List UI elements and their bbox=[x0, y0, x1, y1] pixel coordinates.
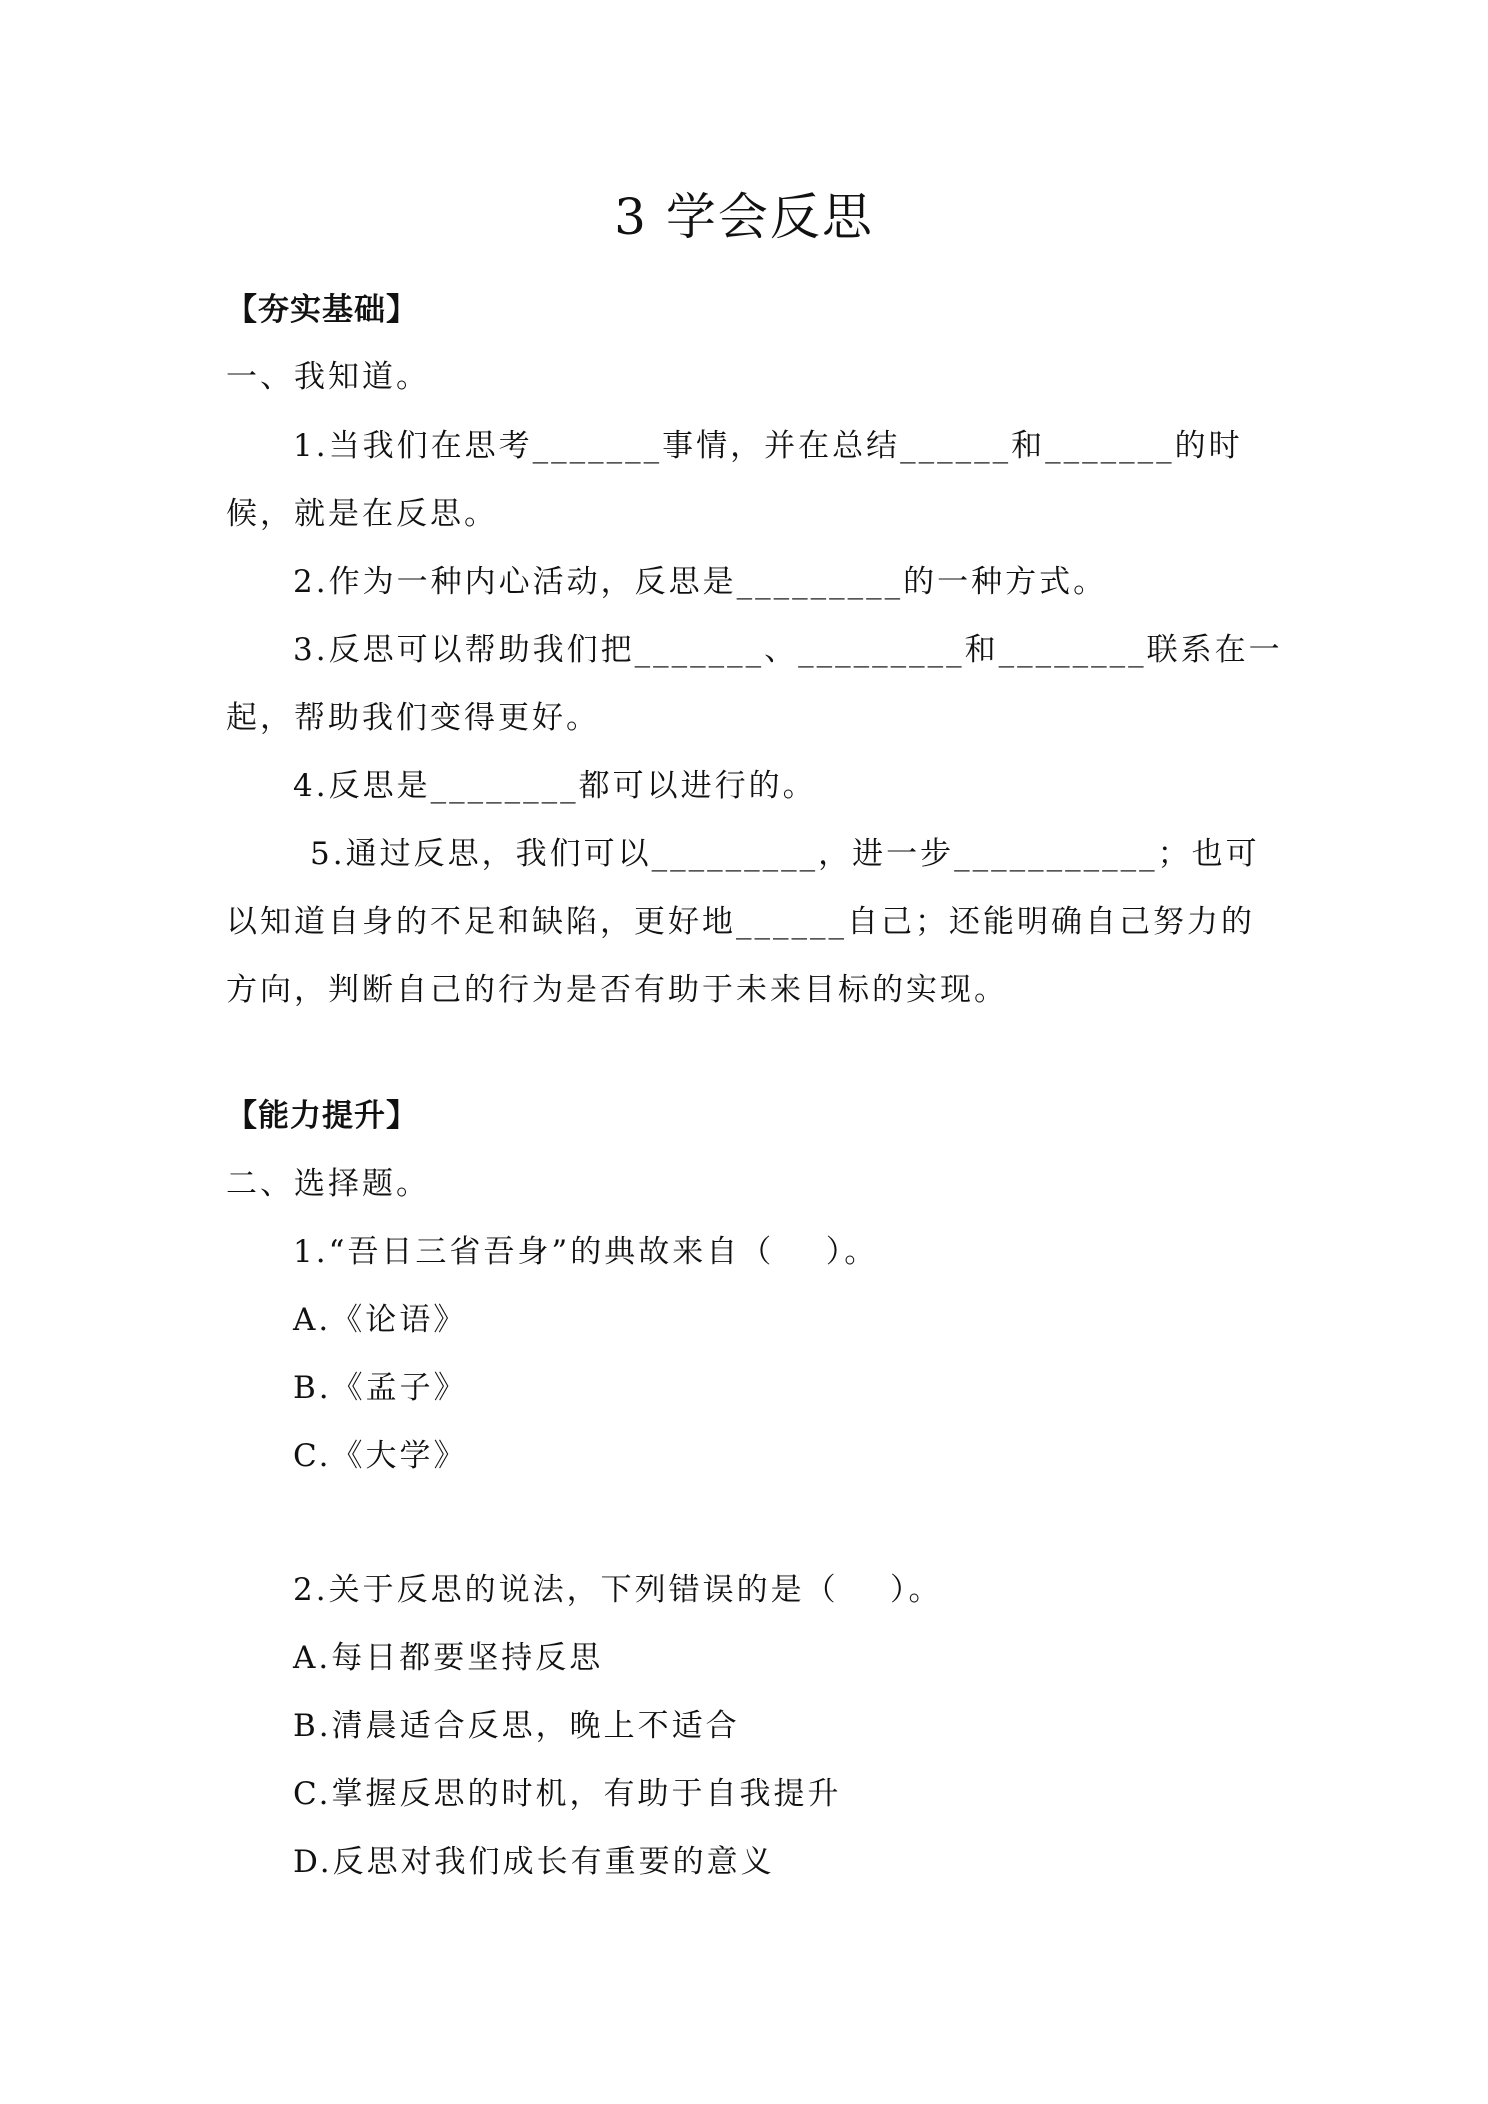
choice-question-2-option-c: C.掌握反思的时机，有助于自我提升 bbox=[293, 1776, 842, 1812]
fill-question-1-line-2: 候，就是在反思。 bbox=[226, 496, 498, 532]
choice-question-2-option-a: A.每日都要坚持反思 bbox=[293, 1640, 604, 1676]
choice-question-1-option-b: B.《孟子》 bbox=[293, 1370, 468, 1406]
fill-question-5-line-2: 以知道自身的不足和缺陷，更好地______自己；还能明确自己努力的 bbox=[226, 904, 1255, 940]
fill-question-3-line-1: 3.反思可以帮助我们把_______、_________和________联系在一 bbox=[293, 632, 1283, 668]
part-title-know: 一、我知道。 bbox=[226, 359, 430, 395]
fill-question-5-line-3: 方向，判断自己的行为是否有助于未来目标的实现。 bbox=[226, 972, 1008, 1008]
choice-question-2-option-b: B.清晨适合反思，晚上不适合 bbox=[293, 1708, 740, 1744]
choice-question-2-option-d: D.反思对我们成长有重要的意义 bbox=[293, 1844, 775, 1880]
fill-question-2: 2.作为一种内心活动，反思是_________的一种方式。 bbox=[293, 564, 1108, 600]
fill-question-1-line-1: 1.当我们在思考_______事情，并在总结______和_______的时 bbox=[293, 428, 1243, 464]
choice-question-1-option-c: C.《大学》 bbox=[293, 1438, 468, 1474]
section-heading-ability: 【能力提升】 bbox=[226, 1098, 418, 1134]
choice-question-1-option-a: A.《论语》 bbox=[293, 1302, 468, 1338]
choice-question-1-stem: 1.“吾日三省吾身”的典故来自（ ）。 bbox=[293, 1234, 879, 1270]
choice-question-2-stem: 2.关于反思的说法，下列错误的是（ ）。 bbox=[293, 1572, 943, 1608]
section-heading-foundation: 【夯实基础】 bbox=[226, 292, 418, 328]
fill-question-5-line-1: 5.通过反思，我们可以_________，进一步___________；也可 bbox=[310, 836, 1260, 872]
fill-question-3-line-2: 起，帮助我们变得更好。 bbox=[226, 700, 600, 736]
part-title-choice: 二、选择题。 bbox=[226, 1166, 430, 1202]
page-title: 3 学会反思 bbox=[614, 188, 874, 246]
fill-question-4: 4.反思是________都可以进行的。 bbox=[293, 768, 817, 804]
